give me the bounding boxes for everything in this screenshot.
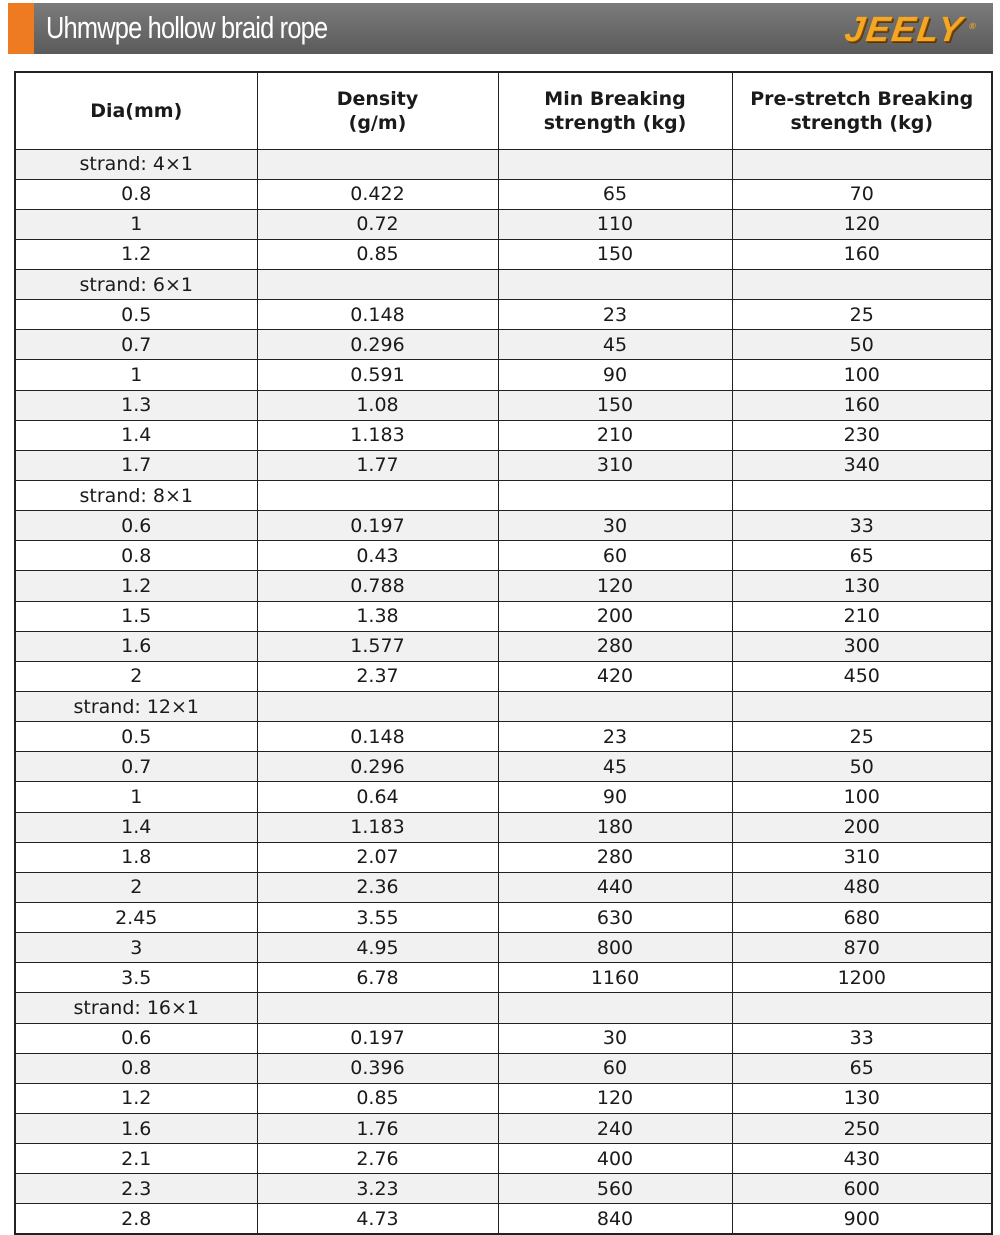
table-row: [15, 752, 992, 782]
table-row: [15, 330, 992, 360]
strand-group-row: [15, 692, 992, 722]
cell-diameter: 1.6: [15, 1114, 257, 1144]
registered-mark: ®: [968, 21, 977, 31]
cell-min-breaking: 60: [498, 541, 732, 571]
cell-density: 0.396: [257, 1053, 498, 1083]
cell-density: 3.23: [257, 1174, 498, 1204]
cell-min-breaking: 560: [498, 1174, 732, 1204]
table-row: [15, 1204, 992, 1234]
cell-prestretch-breaking: 870: [732, 933, 992, 963]
cell-diameter: 0.7: [15, 752, 257, 782]
cell-min-breaking: [498, 481, 732, 511]
cell-prestretch-breaking: 50: [732, 752, 992, 782]
table-row: [15, 812, 992, 842]
specification-table: [14, 71, 993, 1235]
cell-prestretch-breaking: 65: [732, 1053, 992, 1083]
column-header-line: strength (kg): [790, 111, 934, 134]
cell-diameter: 1.6: [15, 631, 257, 661]
cell-diameter: 2.8: [15, 1204, 257, 1234]
table-row: [15, 1053, 992, 1083]
table-row: [15, 631, 992, 661]
page-title: Uhmwpe hollow braid rope: [46, 10, 328, 45]
cell-density: 2.76: [257, 1144, 498, 1174]
cell-min-breaking: 45: [498, 330, 732, 360]
cell-prestretch-breaking: 100: [732, 782, 992, 812]
cell-diameter: 0.6: [15, 511, 257, 541]
strand-group-row: [15, 993, 992, 1023]
table-row: [15, 963, 992, 993]
cell-min-breaking: 180: [498, 812, 732, 842]
cell-min-breaking: 200: [498, 601, 732, 631]
cell-prestretch-breaking: 1200: [732, 963, 992, 993]
cell-diameter: 2.45: [15, 903, 257, 933]
cell-min-breaking: 110: [498, 209, 732, 239]
table-row: [15, 209, 992, 239]
cell-min-breaking: 45: [498, 752, 732, 782]
cell-min-breaking: 420: [498, 661, 732, 691]
cell-min-breaking: 150: [498, 239, 732, 269]
cell-min-breaking: [498, 692, 732, 722]
cell-min-breaking: 800: [498, 933, 732, 963]
cell-density: 6.78: [257, 963, 498, 993]
cell-density: 0.85: [257, 1083, 498, 1113]
cell-prestretch-breaking: 65: [732, 541, 992, 571]
table-row: [15, 661, 992, 691]
cell-diameter: 0.8: [15, 1053, 257, 1083]
cell-density: 0.197: [257, 511, 498, 541]
cell-prestretch-breaking: 450: [732, 661, 992, 691]
cell-min-breaking: 240: [498, 1114, 732, 1144]
cell-diameter: 0.8: [15, 179, 257, 209]
column-header-line: strength (kg): [543, 111, 687, 134]
cell-prestretch-breaking: 50: [732, 330, 992, 360]
cell-density: 0.64: [257, 782, 498, 812]
table-row: [15, 1083, 992, 1113]
cell-prestretch-breaking: 230: [732, 420, 992, 450]
brand-logo: [842, 10, 977, 49]
column-header-density: [257, 72, 498, 149]
table-row: [15, 872, 992, 902]
cell-diameter: 0.8: [15, 541, 257, 571]
table-row: [15, 511, 992, 541]
cell-diameter: 0.5: [15, 300, 257, 330]
strand-group-label: strand: 12×1: [15, 692, 257, 722]
cell-diameter: 2.3: [15, 1174, 257, 1204]
table-row: [15, 1174, 992, 1204]
table-row: [15, 1023, 992, 1053]
cell-prestretch-breaking: [732, 481, 992, 511]
table-row: [15, 1114, 992, 1144]
cell-density: 1.76: [257, 1114, 498, 1144]
cell-density: 1.577: [257, 631, 498, 661]
cell-density: 1.183: [257, 420, 498, 450]
cell-prestretch-breaking: 300: [732, 631, 992, 661]
cell-diameter: 1.3: [15, 390, 257, 420]
table-row: [15, 420, 992, 450]
cell-density: 1.183: [257, 812, 498, 842]
cell-density: 2.07: [257, 842, 498, 872]
cell-diameter: 1.2: [15, 1083, 257, 1113]
cell-density: [257, 993, 498, 1023]
cell-min-breaking: [498, 270, 732, 300]
table-body: [15, 149, 992, 1234]
cell-prestretch-breaking: 25: [732, 722, 992, 752]
cell-min-breaking: 150: [498, 390, 732, 420]
cell-min-breaking: 90: [498, 782, 732, 812]
table-row: [15, 571, 992, 601]
cell-prestretch-breaking: 340: [732, 450, 992, 480]
cell-prestretch-breaking: 25: [732, 300, 992, 330]
column-header-line: Density: [336, 87, 419, 110]
cell-min-breaking: 30: [498, 511, 732, 541]
cell-diameter: 1.8: [15, 842, 257, 872]
cell-prestretch-breaking: 120: [732, 209, 992, 239]
strand-group-row: [15, 270, 992, 300]
cell-diameter: 3.5: [15, 963, 257, 993]
cell-density: [257, 149, 498, 179]
cell-density: 4.73: [257, 1204, 498, 1234]
column-header-min-breaking: [498, 72, 732, 149]
table-row: [15, 1144, 992, 1174]
cell-density: 4.95: [257, 933, 498, 963]
column-header-line: Dia(mm): [90, 99, 183, 122]
cell-prestretch-breaking: 100: [732, 360, 992, 390]
cell-diameter: 2: [15, 872, 257, 902]
cell-diameter: 0.5: [15, 722, 257, 752]
cell-density: 2.37: [257, 661, 498, 691]
cell-min-breaking: [498, 993, 732, 1023]
column-header-diameter: [15, 72, 257, 149]
cell-density: [257, 692, 498, 722]
cell-diameter: 2: [15, 661, 257, 691]
cell-min-breaking: 440: [498, 872, 732, 902]
strand-group-row: [15, 481, 992, 511]
cell-density: [257, 481, 498, 511]
cell-diameter: 1: [15, 782, 257, 812]
table-row: [15, 933, 992, 963]
column-header-line: Min Breaking: [544, 87, 686, 110]
cell-min-breaking: 23: [498, 300, 732, 330]
cell-min-breaking: 23: [498, 722, 732, 752]
cell-prestretch-breaking: [732, 993, 992, 1023]
cell-min-breaking: 120: [498, 571, 732, 601]
cell-prestretch-breaking: 200: [732, 812, 992, 842]
cell-min-breaking: 65: [498, 179, 732, 209]
cell-density: 1.08: [257, 390, 498, 420]
cell-prestretch-breaking: [732, 692, 992, 722]
cell-min-breaking: 1160: [498, 963, 732, 993]
cell-density: [257, 270, 498, 300]
table-header-row: [15, 72, 992, 149]
cell-diameter: 1.4: [15, 812, 257, 842]
cell-prestretch-breaking: [732, 270, 992, 300]
cell-min-breaking: 280: [498, 631, 732, 661]
cell-density: 2.36: [257, 872, 498, 902]
cell-min-breaking: 630: [498, 903, 732, 933]
table-row: [15, 601, 992, 631]
strand-group-label: strand: 6×1: [15, 270, 257, 300]
cell-diameter: 1: [15, 360, 257, 390]
strand-group-label: strand: 8×1: [15, 481, 257, 511]
cell-density: 0.197: [257, 1023, 498, 1053]
column-header-line: Pre-stretch Breaking: [750, 87, 974, 110]
cell-density: 0.148: [257, 300, 498, 330]
cell-min-breaking: 90: [498, 360, 732, 390]
table-row: [15, 360, 992, 390]
title-accent-bar: [8, 3, 34, 54]
cell-density: 3.55: [257, 903, 498, 933]
cell-density: 0.296: [257, 752, 498, 782]
column-header-line: (g/m): [348, 111, 407, 134]
cell-min-breaking: 120: [498, 1083, 732, 1113]
cell-min-breaking: 400: [498, 1144, 732, 1174]
cell-prestretch-breaking: 160: [732, 239, 992, 269]
strand-group-label: strand: 4×1: [15, 149, 257, 179]
cell-diameter: 3: [15, 933, 257, 963]
cell-density: 0.422: [257, 179, 498, 209]
column-header-prestretch-breaking: [732, 72, 992, 149]
cell-density: 1.38: [257, 601, 498, 631]
cell-min-breaking: 60: [498, 1053, 732, 1083]
table-row: [15, 541, 992, 571]
cell-min-breaking: 310: [498, 450, 732, 480]
table-row: [15, 842, 992, 872]
cell-diameter: 1.2: [15, 239, 257, 269]
cell-min-breaking: 840: [498, 1204, 732, 1234]
cell-density: 0.788: [257, 571, 498, 601]
cell-diameter: 2.1: [15, 1144, 257, 1174]
cell-density: 0.72: [257, 209, 498, 239]
cell-prestretch-breaking: 160: [732, 390, 992, 420]
cell-density: 1.77: [257, 450, 498, 480]
table-row: [15, 722, 992, 752]
cell-prestretch-breaking: 210: [732, 601, 992, 631]
cell-density: 0.85: [257, 239, 498, 269]
cell-prestretch-breaking: 130: [732, 571, 992, 601]
table-row: [15, 903, 992, 933]
cell-density: 0.43: [257, 541, 498, 571]
cell-min-breaking: 280: [498, 842, 732, 872]
cell-prestretch-breaking: 600: [732, 1174, 992, 1204]
cell-density: 0.148: [257, 722, 498, 752]
table-row: [15, 450, 992, 480]
table-row: [15, 390, 992, 420]
cell-prestretch-breaking: [732, 149, 992, 179]
table-row: [15, 239, 992, 269]
cell-prestretch-breaking: 680: [732, 903, 992, 933]
cell-prestretch-breaking: 70: [732, 179, 992, 209]
cell-diameter: 1.5: [15, 601, 257, 631]
cell-diameter: 1.7: [15, 450, 257, 480]
cell-min-breaking: 30: [498, 1023, 732, 1053]
cell-prestretch-breaking: 900: [732, 1204, 992, 1234]
cell-density: 0.591: [257, 360, 498, 390]
cell-prestretch-breaking: 250: [732, 1114, 992, 1144]
cell-min-breaking: [498, 149, 732, 179]
strand-group-label: strand: 16×1: [15, 993, 257, 1023]
cell-prestretch-breaking: 33: [732, 511, 992, 541]
cell-diameter: 1.2: [15, 571, 257, 601]
table-row: [15, 300, 992, 330]
cell-min-breaking: 210: [498, 420, 732, 450]
cell-diameter: 1.4: [15, 420, 257, 450]
cell-diameter: 1: [15, 209, 257, 239]
title-bar: [8, 3, 993, 54]
cell-prestretch-breaking: 310: [732, 842, 992, 872]
cell-prestretch-breaking: 33: [732, 1023, 992, 1053]
table-row: [15, 782, 992, 812]
table-row: [15, 179, 992, 209]
cell-density: 0.296: [257, 330, 498, 360]
cell-prestretch-breaking: 430: [732, 1144, 992, 1174]
cell-prestretch-breaking: 480: [732, 872, 992, 902]
brand-name: JEELY: [842, 10, 966, 49]
cell-diameter: 0.6: [15, 1023, 257, 1053]
cell-diameter: 0.7: [15, 330, 257, 360]
cell-prestretch-breaking: 130: [732, 1083, 992, 1113]
strand-group-row: [15, 149, 992, 179]
